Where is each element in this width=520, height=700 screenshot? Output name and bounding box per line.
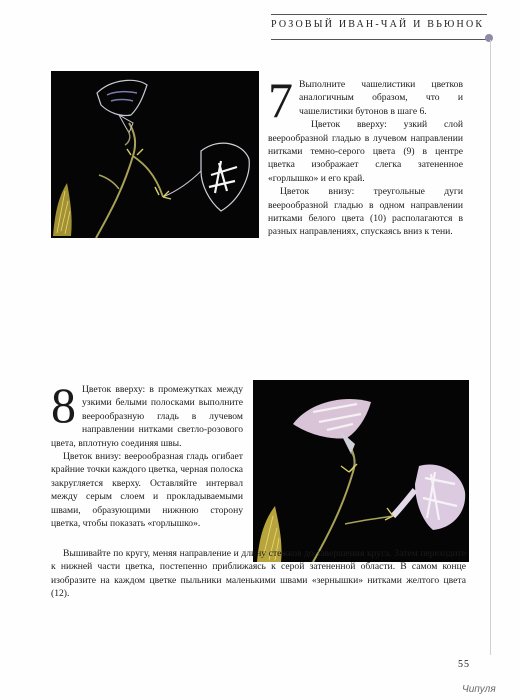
embroidery-photo-step7 xyxy=(51,71,259,238)
step8-para1: Цветок внизу: веерообразная гладь огибает крайние точки каждого цветка, черная полоска закругляется кверху. Оставляйте интервал между серым слоем и прокладываемыми швами, образующими нижнюю сторону цветка, чтобы показать «горлышко». xyxy=(51,451,243,530)
step7-text xyxy=(268,72,463,239)
header-rule-bottom xyxy=(271,39,487,40)
step7-para2: Цветок внизу: треугольные дуги веерообразной гладью в одном направлении нитками белого цвета (10) располагаются в разных направлениях, спускаясь вниз к тени. xyxy=(268,186,463,238)
embroidery-photo-step8 xyxy=(253,380,469,562)
step8-para2: Вышивайте по кругу, меняя направление и длину стежков до завершения круга. Затем переходите к нижней части цветка, постепенно приближаясь к серой затененной области. В самом конце изобразите на каждом цветке пыльники маленькими швами «зернышки» нитками желтого цвета (12). xyxy=(51,548,466,600)
step8-text-column xyxy=(51,377,243,530)
step8-intro: Цветок вверху: в промежутках между узкими белыми полосками выполните веерообразную гладь в лучевом направлении нитками светло-розового цвета, вплотную соединяя швы. xyxy=(51,384,243,449)
step8-number: 8 xyxy=(51,377,76,433)
margin-line xyxy=(490,40,491,655)
header-dot-ornament xyxy=(485,34,493,42)
step7-para1: Цветок вверху: узкий слой веерообразной гладью в лучевом направлении нитками темно-серого цвета (9) в центре цветка изображает слегка затененное «горлышко» и его край. xyxy=(268,119,463,184)
step7-number: 7 xyxy=(268,72,293,128)
page-number: 55 xyxy=(458,659,470,670)
running-header: РОЗОВЫЙ ИВАН-ЧАЙ И ВЬЮНОК xyxy=(271,19,485,30)
header-rule-top xyxy=(271,14,487,15)
step7-intro: Выполните чашелистики цветков аналогичным образом, что и чашелистики бутонов в шаге 6. xyxy=(299,79,463,117)
watermark: Чипуля xyxy=(462,684,496,695)
step8-text-wide xyxy=(51,547,466,601)
